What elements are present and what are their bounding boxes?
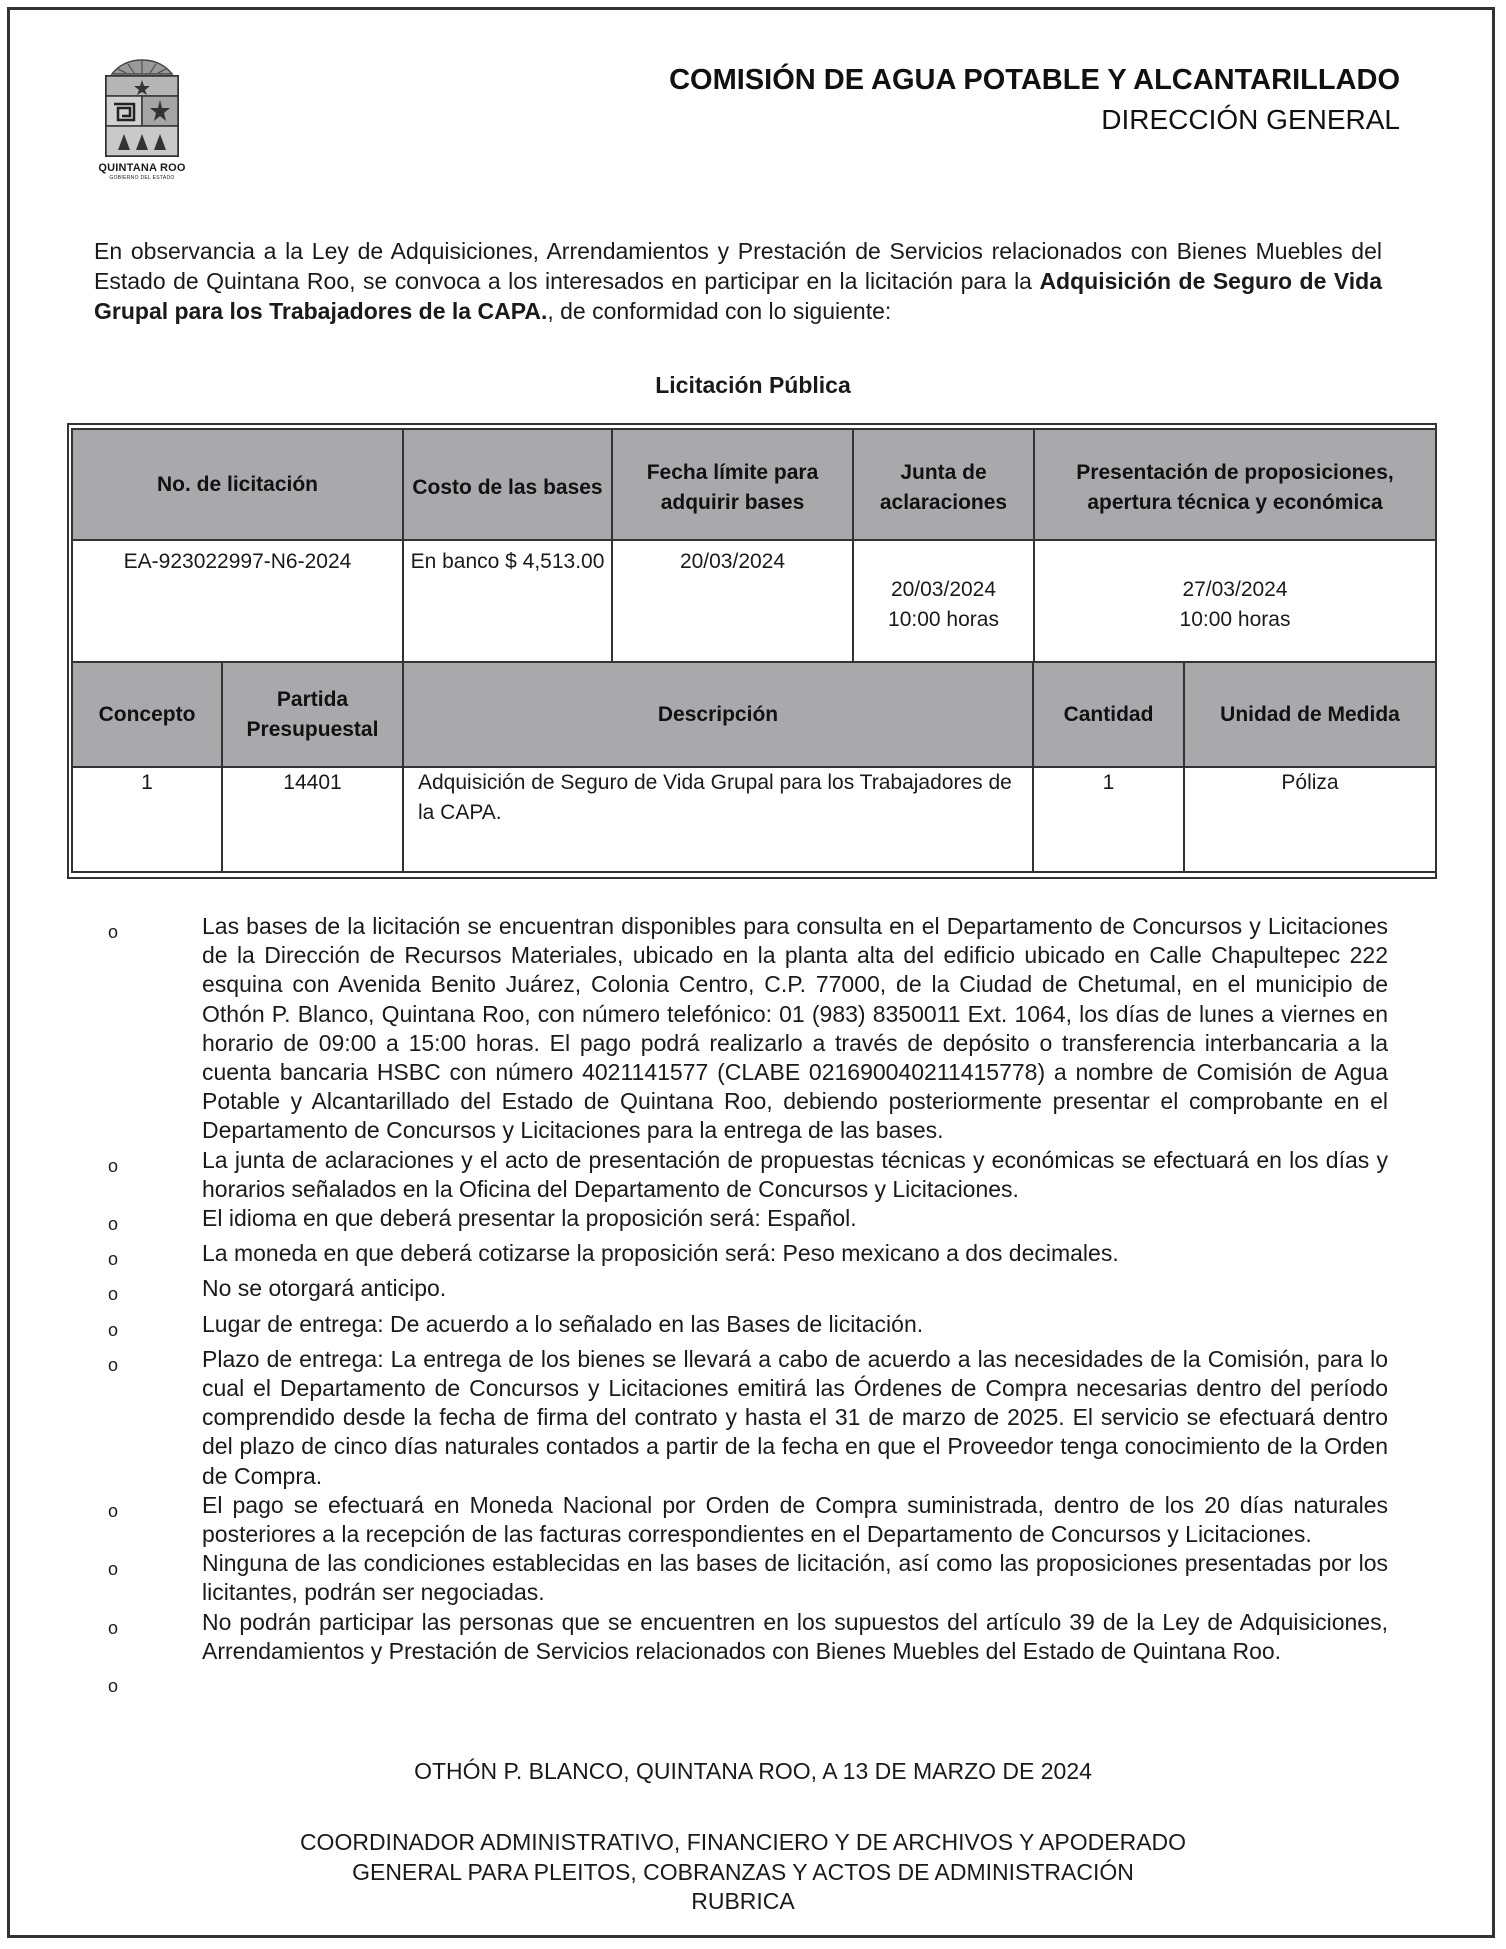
list-item	[108, 1274, 1388, 1309]
agency-subtitle: DIRECCIÓN GENERAL	[1101, 104, 1400, 135]
bullet-marker: o	[108, 1155, 119, 1176]
list-item-text: Plazo de entrega: La entrega de los bienes se llevará a cabo de acuerdo a las necesidades de la Comisión, para lo cual el Departamento de Concursos y Licitaciones emitirá las Órdenes de Compra necesarias dentro del período comprendido desde la fecha de firma del contrato y hasta el 31 de marzo de 2025. El servicio se efectuará dentro del plazo de cinco días naturales contados a partir de la fecha en que el Proveedor tenga conocimiento de la Orden de Compra.	[202, 1345, 1388, 1489]
list-item	[108, 1666, 1388, 1701]
list-item	[108, 1239, 1388, 1274]
header-cantidad: Cantidad	[1033, 662, 1184, 767]
presentacion-hora: 10:00 horas	[1179, 607, 1291, 631]
list-item-text: No podrán participar las personas que se encuentren en los supuestos del artículo 39 de la Ley de Adquisiciones, Arrendamientos y Prestación de Servicios relacionados con Bienes Muebles del Estado de Quintana Roo.	[202, 1608, 1388, 1664]
cell-presentacion	[1034, 540, 1436, 669]
table-title: Licitación Pública	[655, 372, 851, 398]
cell-descripcion: Adquisición de Seguro de Vida Grupal para los Trabajadores de la CAPA.	[403, 767, 1033, 872]
header-presentacion: Presentación de proposiciones, apertura técnica y económica	[1034, 429, 1436, 540]
intro-bold-subject: Adquisición de Seguro de Vida Grupal para los Trabajadores de la CAPA.	[94, 268, 1382, 324]
junta-fecha: 20/03/2024	[890, 577, 997, 601]
items-header-row	[72, 662, 1436, 767]
list-item-text: Lugar de entrega: De acuerdo a lo señalado en las Bases de licitación.	[202, 1310, 924, 1337]
cell-cantidad: 1	[1033, 767, 1184, 872]
bullet-marker: o	[108, 922, 119, 942]
bullet-marker: o	[108, 1676, 119, 1697]
logo-government-label: GOBIERNO DEL ESTADO	[109, 175, 175, 181]
intro-paragraph	[94, 236, 1382, 326]
header-unidad: Unidad de Medida	[1184, 662, 1436, 767]
cell-concepto: 1	[72, 767, 222, 872]
bullet-marker: o	[108, 1500, 119, 1521]
bullet-marker: o	[108, 1214, 119, 1235]
tender-info-table	[71, 428, 1437, 670]
bullet-marker: o	[108, 1617, 119, 1638]
list-item-text: La moneda en que deberá cotizarse la proposición será: Peso mexicano a dos decimales.	[202, 1240, 1119, 1267]
list-item-text	[202, 1666, 1388, 1701]
items-table	[71, 661, 1437, 873]
agency-title: COMISIÓN DE AGUA POTABLE Y ALCANTARILLADO	[669, 64, 1400, 96]
list-item-text: Ninguna de las condiciones establecidas en las bases de licitación, así como las proposiciones presentadas por los licitantes, podrán ser negociadas.	[202, 1550, 1388, 1606]
header-costo-bases: Costo de las bases	[403, 429, 612, 540]
header-no-licitacion: No. de licitación	[72, 429, 403, 540]
bullet-marker: o	[108, 1284, 119, 1305]
presentacion-fecha: 27/03/2024	[1182, 577, 1288, 601]
list-item-text: La junta de aclaraciones y el acto de presentación de propuestas técnicas y económicas se efectuará en los días y horarios señalados en la Oficina del Departamento de Concursos y Licitaciones.	[202, 1146, 1388, 1202]
tender-header-row	[72, 429, 1436, 540]
signature-line-1: COORDINADOR ADMINISTRATIVO, FINANCIERO Y DE ARCHIVOS Y APODERADO	[299, 1829, 1187, 1855]
list-item	[108, 912, 1388, 1146]
list-item	[108, 1345, 1388, 1491]
list-item	[108, 1549, 1388, 1607]
header-concepto: Concepto	[72, 662, 222, 767]
header-partida: Partida Presupuestal	[222, 662, 403, 767]
bullet-marker: o	[108, 1354, 119, 1375]
header-junta-aclaraciones: Junta de aclaraciones	[853, 429, 1034, 540]
cell-fecha-limite: 20/03/2024	[612, 540, 853, 669]
list-item-text: El pago se efectuará en Moneda Nacional por Orden de Compra suministrada, dentro de los 20 días naturales posteriores a la recepción de las facturas correspondientes en el Departamento de Concursos y Licitaciones.	[202, 1491, 1388, 1548]
tender-data-row	[72, 540, 1436, 669]
intro-text-end: , de conformidad con lo siguiente:	[547, 298, 892, 324]
list-item-text: Las bases de la licitación se encuentran disponibles para consulta en el Departamento de Concursos y Licitaciones de la Dirección de Recursos Materiales, ubicado en la planta alta del edificio ubicado en Calle Chapultepec 222 esquina con Avenida Benito Juárez, Colonia Centro, C.P. 77000, de la Ciudad de Chetumal, en el municipio de Othón P. Blanco, Quintana Roo, con número telefónico: 01 (983) 8350011 Ext. 1064, los días de lunes a viernes en horario de 09:00 a 15:00 horas. El pago podrá realizarlo a través de depósito o transferencia interbancaria a la cuenta bancaria HSBC con número 4021141577 (CLABE 021690040211415778) a nombre de Comisión de Agua Potable y Alcantarillado del Estado de Quintana Roo, debiendo posteriormente presentar el comprobante en el Departamento de Concursos y Licitaciones para la entrega de las bases.	[202, 913, 1388, 1144]
logo-state-name: QUINTANA ROO	[98, 162, 186, 174]
quintana-roo-coat-of-arms-logo	[98, 58, 186, 184]
list-item	[108, 1204, 1388, 1239]
header-descripcion: Descripción	[403, 662, 1033, 767]
list-item	[108, 1146, 1388, 1204]
list-item	[108, 1310, 1388, 1345]
bullet-marker: o	[108, 1319, 119, 1340]
list-item	[108, 1491, 1388, 1549]
header-fecha-limite: Fecha límite para adquirir bases	[612, 429, 853, 540]
place-date-line: OTHÓN P. BLANCO, QUINTANA ROO, A 13 DE MARZO DE 2024	[414, 1758, 1092, 1784]
bullet-marker: o	[108, 1559, 119, 1580]
items-data-row	[72, 767, 1436, 872]
cell-partida: 14401	[222, 767, 403, 872]
list-item	[108, 1608, 1388, 1666]
signature-block	[0, 1828, 1486, 1917]
list-item-text: El idioma en que deberá presentar la proposición será: Español.	[202, 1205, 857, 1232]
conditions-list	[108, 912, 1388, 1701]
cell-junta-aclaraciones	[853, 540, 1034, 669]
coat-of-arms-icon	[98, 58, 186, 160]
cell-unidad: Póliza	[1184, 767, 1436, 872]
cell-costo-bases: En banco $ 4,513.00	[403, 540, 612, 669]
junta-hora: 10:00 horas	[888, 607, 999, 631]
signature-line-3: RUBRICA	[691, 1888, 795, 1914]
bullet-marker: o	[108, 1249, 119, 1270]
intro-text-start: En observancia a la Ley de Adquisiciones, Arrendamientos y Prestación de Servicios relacionados con Bienes Muebles del Estado de Quintana Roo, se convoca a los interesados en participar en la licitación para la	[94, 238, 1382, 294]
cell-numero-licitacion: EA-923022997-N6-2024	[72, 540, 403, 669]
list-item-text: No se otorgará anticipo.	[202, 1275, 447, 1302]
signature-line-2: GENERAL PARA PLEITOS, COBRANZAS Y ACTOS DE ADMINISTRACIÓN	[352, 1858, 1134, 1885]
